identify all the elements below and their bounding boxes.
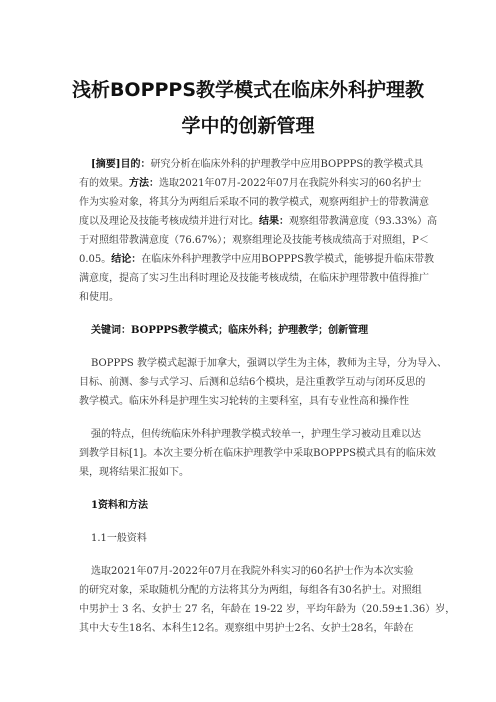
- method-label: 方法：: [129, 178, 159, 189]
- paragraph-line: 果，现将结果汇报如下。: [79, 467, 189, 478]
- paper-title: [40, 72, 456, 144]
- paragraph-line: BOPPPS 教学模式起源于加拿大，强调以学生为主体，教师为主导，分为导入、: [91, 358, 447, 369]
- abstract-line: 作为实验对象，将其分为两组后采取不同的教学模式，观察两组护士的带教满意: [79, 197, 429, 208]
- subsection-heading: 1.1一般资料: [91, 533, 147, 544]
- abstract-line: 度以及理论及技能考核成绩并进行对比。结果：观察组带教满意度（93.33%）高: [79, 216, 438, 227]
- abstract-label: [摘要]: [91, 159, 121, 170]
- abstract-line: 于对照组带教满意度（76.67%）；观察组理论及技能考核成绩高于对照组，P＜: [79, 235, 429, 246]
- conclusion-label: 结论：: [111, 254, 142, 265]
- title-line-2: 学中的创新管理: [181, 115, 315, 137]
- abstract-line: 0.05。结论：在临床外科护理教学中应用BOPPPS教学模式，能够提升临床带教: [79, 254, 435, 265]
- result-label: 结果：: [259, 216, 289, 227]
- abstract-line: 有的效果。方法：选取2021年07月-2022年07月在我院外科实习的60名护士: [79, 178, 422, 189]
- abstract-line: 满意度，提高了实习生出科时理论及技能考核成绩，在临床护理带教中值得推广: [79, 273, 429, 284]
- paragraph-line: 到教学目标[1]。本次主要分析在临床护理教学中采取BOPPPS模式具有的临床效: [79, 448, 436, 459]
- objective-label: 目的：: [120, 159, 151, 170]
- title-line-1: 浅析BOPPPS教学模式在临床外科护理教: [71, 79, 425, 101]
- paragraph-line: 中男护士 3 名、女护士 27 名，年龄在 19-22 岁，平均年龄为（20.59±1.36）岁，: [79, 604, 456, 615]
- abstract-line: [摘要]目的：研究分析在临床外科的护理教学中应用BOPPPS的教学模式具: [91, 159, 424, 170]
- paragraph-line: 其中大专生18名、本科生12名。观察组中男护士2名、女护士28名，年龄在: [79, 623, 414, 634]
- section-heading: 1资料和方法: [91, 500, 148, 511]
- paragraph-line: 的研究对象，采取随机分配的方法将其分为两组，每组各有30名护士。对照组: [79, 585, 422, 596]
- paragraph-line: 强的特点，但传统临床外科护理教学模式较单一，护理生学习被动且难以达: [91, 429, 421, 440]
- paragraph-line: 目标、前测、参与式学习、后测和总结6个模块，是注重教学互动与闭环反思的: [79, 377, 426, 388]
- paragraph-line: 教学模式。临床外科是护理生实习轮转的主要科室，具有专业性高和操作性: [79, 396, 409, 407]
- keywords: 关键词：BOPPPS教学模式；临床外科；护理教学；创新管理: [91, 325, 369, 336]
- abstract-line: 和使用。: [79, 292, 119, 303]
- paragraph-line: 选取2021年07月-2022年07月在我院外科实习的60名护士作为本次实验: [91, 566, 414, 577]
